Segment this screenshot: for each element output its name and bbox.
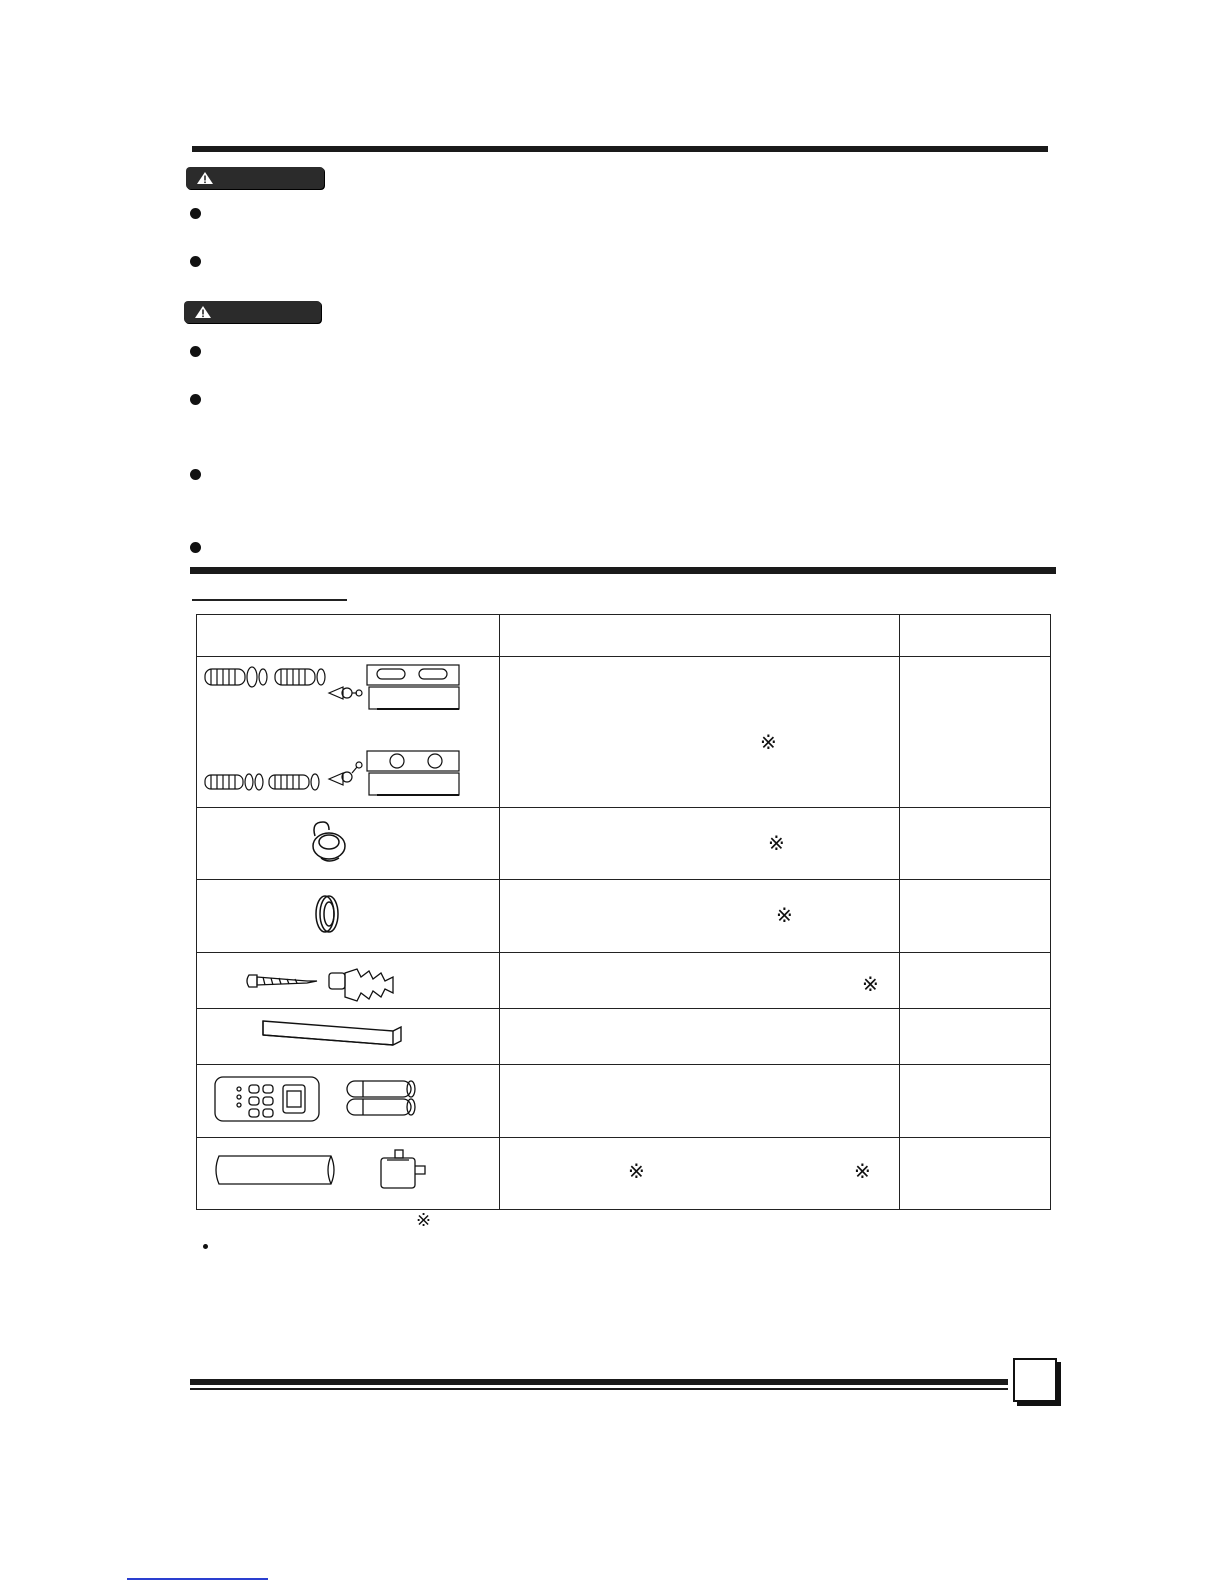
window-kit-icon bbox=[197, 657, 497, 802]
table-row bbox=[197, 1009, 1051, 1065]
top-rule bbox=[192, 146, 1048, 152]
warning-bullet-2 bbox=[190, 256, 201, 267]
table-row bbox=[197, 808, 1051, 880]
caution-label bbox=[184, 301, 321, 323]
reference-mark: ※ bbox=[775, 905, 793, 927]
remote-and-batteries-icon bbox=[197, 1065, 497, 1132]
caution-bullet-4 bbox=[190, 542, 201, 553]
screw-and-anchor-icon bbox=[197, 953, 497, 1003]
row-description bbox=[499, 1138, 899, 1210]
warning-label bbox=[186, 167, 324, 189]
section-rule bbox=[190, 567, 1056, 574]
small-bullet bbox=[203, 1244, 208, 1249]
table-header-row bbox=[197, 615, 1051, 657]
drain-plug-icon bbox=[197, 808, 497, 874]
row-quantity bbox=[899, 1009, 1050, 1065]
table-row bbox=[197, 1138, 1051, 1210]
reference-mark: ※ bbox=[767, 833, 785, 855]
row-description bbox=[499, 657, 899, 808]
reference-mark: ※ bbox=[853, 1161, 871, 1183]
accessories-table bbox=[196, 614, 1051, 1210]
row-quantity bbox=[899, 657, 1050, 808]
page-number-box bbox=[1013, 1358, 1057, 1402]
reference-mark: ※ bbox=[861, 974, 879, 996]
row-illustration bbox=[197, 953, 500, 1009]
reference-mark: ※ bbox=[627, 1161, 645, 1183]
bottom-rule bbox=[190, 1379, 1008, 1385]
row-illustration bbox=[197, 1009, 500, 1065]
row-description bbox=[499, 1065, 899, 1138]
footnote-reference-mark: ※ bbox=[416, 1210, 432, 1230]
caution-bullet-3 bbox=[190, 469, 201, 480]
warning-triangle-icon bbox=[194, 305, 212, 319]
row-quantity bbox=[899, 1065, 1050, 1138]
row-illustration bbox=[197, 880, 500, 953]
section-title-underline bbox=[192, 599, 347, 601]
table-row bbox=[197, 657, 1051, 808]
caution-bullet-1 bbox=[190, 346, 201, 357]
stray-link-underline bbox=[127, 1578, 268, 1580]
reference-mark: ※ bbox=[759, 732, 777, 754]
warning-bullet-1 bbox=[190, 208, 201, 219]
row-quantity bbox=[899, 1138, 1050, 1210]
row-quantity bbox=[899, 808, 1050, 880]
row-quantity bbox=[899, 953, 1050, 1009]
row-illustration bbox=[197, 1138, 500, 1210]
table-row bbox=[197, 1065, 1051, 1138]
foam-strip-icon bbox=[197, 1009, 497, 1059]
row-illustration bbox=[197, 1065, 500, 1138]
row-description bbox=[499, 953, 899, 1009]
header-description bbox=[499, 615, 899, 657]
row-description bbox=[499, 808, 899, 880]
header-illustration bbox=[197, 615, 500, 657]
row-description bbox=[499, 880, 899, 953]
warning-triangle-icon bbox=[196, 171, 214, 185]
caution-bullet-2 bbox=[190, 394, 201, 405]
bottom-rule-thin bbox=[190, 1388, 1008, 1390]
row-description bbox=[499, 1009, 899, 1065]
row-quantity bbox=[899, 880, 1050, 953]
table-row bbox=[197, 880, 1051, 953]
table-row bbox=[197, 953, 1051, 1009]
row-illustration bbox=[197, 657, 500, 808]
row-illustration bbox=[197, 808, 500, 880]
hose-adapter-ring-icon bbox=[197, 880, 497, 947]
header-quantity bbox=[899, 615, 1050, 657]
drain-hose-and-connector-icon bbox=[197, 1138, 497, 1204]
